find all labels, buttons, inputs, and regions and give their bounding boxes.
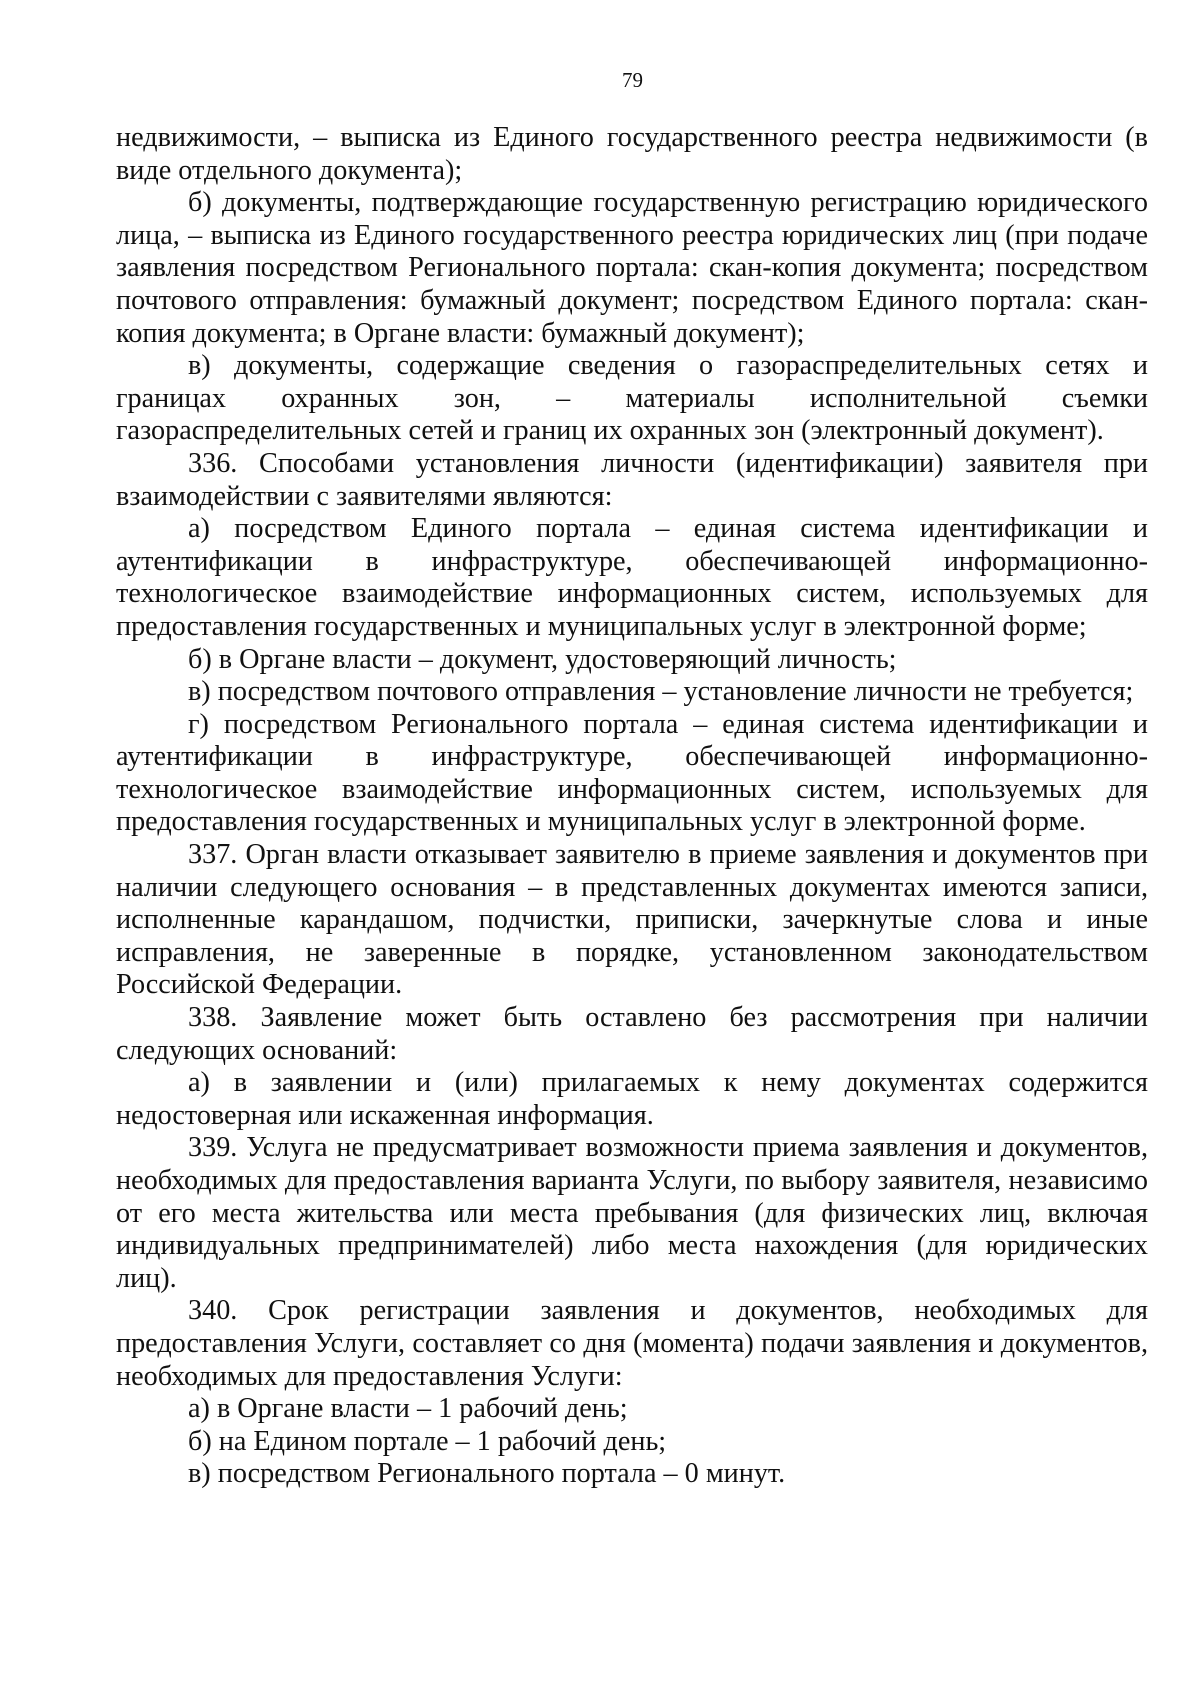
paragraph-339: 339. Услуга не предусматривает возможности приема заявления и документов, необходимых для предоставления варианта Услуги, по выбору заявителя, независимо от его места жительства или места пребывания (для физических лиц, включая индивидуальных предпринимателей) либо места нахождения (для юридических лиц).: [116, 1132, 1148, 1294]
paragraph-336-a: а) посредством Единого портала – единая система идентификации и аутентификации в инфраструктуре, обеспечивающей информационно-технологическое взаимодействие информационных систем, используемых для предоставления государственных и муниципальных услуг в электронной форме;: [116, 513, 1148, 642]
paragraph-336-v: в) посредством почтового отправления – установление личности не требуется;: [188, 676, 1134, 708]
paragraph-338-a: а) в заявлении и (или) прилагаемых к нему документах содержится недостоверная или искаженная информация.: [116, 1067, 1148, 1131]
paragraph-338: 338. Заявление может быть оставлено без рассмотрения при наличии следующих оснований:: [116, 1002, 1148, 1066]
paragraph-item-v-gas-networks: в) документы, содержащие сведения о газораспределительных сетях и границах охранных зон, – материалы исполнительной съемки газораспределительных сетей и границ их охранных зон (электронный документ).: [116, 350, 1148, 447]
document-body: [116, 122, 1148, 1491]
paragraph-336-b: б) в Органе власти – документ, удостоверяющий личность;: [188, 643, 897, 675]
paragraph-336: 336. Способами установления личности (идентификации) заявителя при взаимодействии с заявителями являются:: [116, 447, 1148, 512]
paragraph-336-g: г) посредством Регионального портала – единая система идентификации и аутентификации в инфраструктуре, обеспечивающей информационно-технологическое взаимодействие информационных систем, используемых для предоставления государственных и муниципальных услуг в электронной форме.: [116, 708, 1148, 838]
page-number: 79: [622, 68, 643, 92]
paragraph-item-b-legal-registration: б) документы, подтверждающие государственную регистрацию юридического лица, – выписка из Единого государственного реестра юридических лиц (при подаче заявления посредством Регионального портала: скан-копия документа; посредством почтового отправления: бумажный документ; посредством Единого портала: скан-копия документа; в Органе власти: бумажный документ);: [116, 187, 1148, 349]
paragraph-340-a: а) в Органе власти – 1 рабочий день;: [188, 1393, 628, 1425]
paragraph-337: 337. Орган власти отказывает заявителю в приеме заявления и документов при наличии следующего основания – в представленных документах имеются записи, исполненные карандашом, подчистки, приписки, зачеркнутые слова и иные исправления, не заверенные в порядке, установленном законодательством Российской Федерации.: [116, 839, 1148, 1001]
paragraph-continuation: недвижимости, – выписка из Единого государственного реестра недвижимости (в виде отдельного документа);: [116, 122, 1148, 186]
paragraph-340: 340. Срок регистрации заявления и документов, необходимых для предоставления Услуги, составляет со дня (момента) подачи заявления и документов, необходимых для предоставления Услуги:: [116, 1295, 1148, 1392]
paragraph-340-v: в) посредством Регионального портала – 0 минут.: [188, 1458, 786, 1490]
paragraph-340-b: б) на Едином портале – 1 рабочий день;: [188, 1425, 667, 1457]
